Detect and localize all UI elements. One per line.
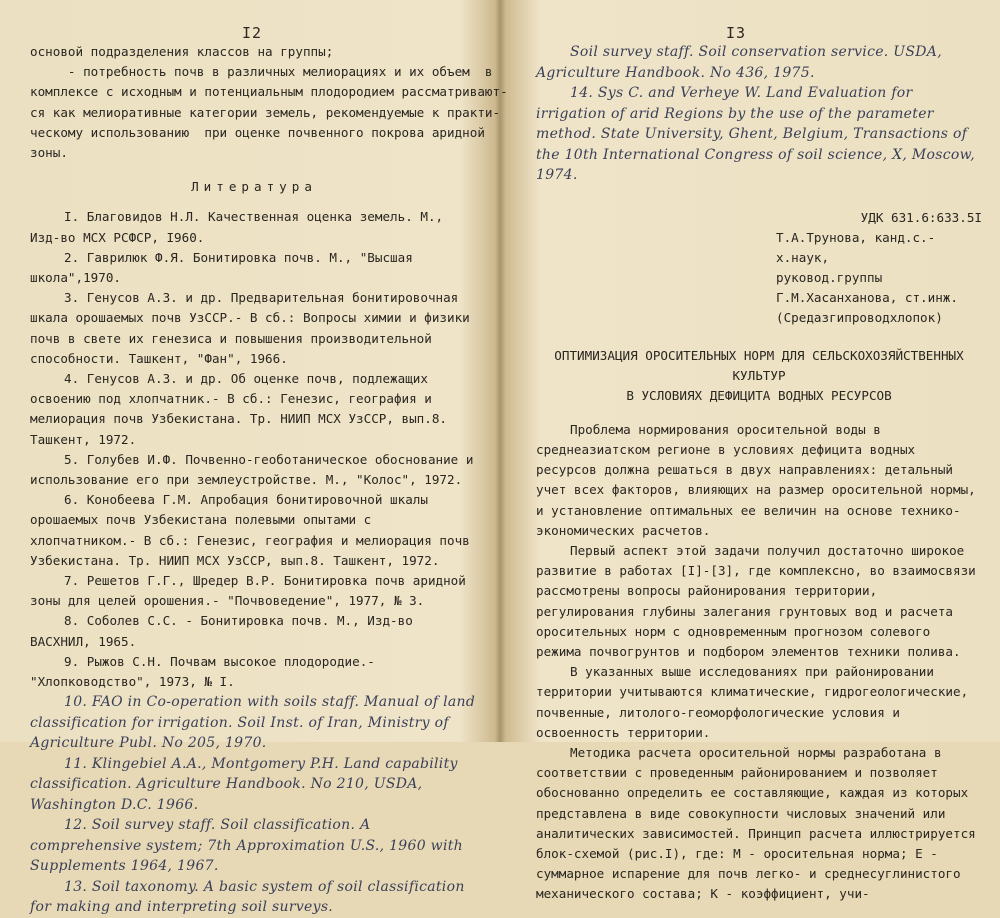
title-line: В УСЛОВИЯХ ДЕФИЦИТА ВОДНЫХ РЕСУРСОВ — [626, 387, 892, 403]
reference: 6. Конобеева Г.М. Апробация бонитировочной шкалы орошаемых почв Узбекистана полевыми опытами с хлопчатником.- В сб.: Генезис, география и мелиорация почв Узбекистана. Тр. НИИП МСХ УзССР, вып.8. Ташкент, 1972. — [30, 492, 470, 568]
reference: 7. Решетов Г.Г., Шредер В.Р. Бонитировка почв аридной зоны для целей орошения.- "Почвоведение", 1977, № 3. — [30, 573, 466, 609]
paragraph: Первый аспект этой задачи получил достаточно широкое развитие в работах [I]-[3], где комплексно, во взаимосвязи рассмотрены вопросы районирования территории, регулирования глубины залегания грунтовых вод и расчета оросительных норм с одновременным прогнозом солевого режима почвогрунтов и подбором элементов техники полива. — [536, 542, 976, 659]
reference: 3. Генусов А.З. и др. Предварительная бонитировочная шкала орошаемых почв УзССР.- В сб.: Вопросы химии и физики почв в свете их генезиса и повышения производительной способности. Ташкент, "Фан", 1966. — [30, 290, 470, 366]
paragraph: В указанных выше исследованиях при районировании территории учитываются климатические, гидрогеологические, почвенные, литолого-геоморфологические условия и освоенность территории. — [536, 664, 969, 740]
reference: 8. Соболев С.С. - Бонитировка почв. М., Изд-во ВАСХНИЛ, 1965. — [30, 613, 413, 649]
right-page-body — [536, 42, 982, 905]
author-line: Г.М.Хасанханова, ст.инж. — [776, 289, 958, 305]
page-number: I3 — [726, 24, 747, 42]
author-line: Т.А.Трунова, канд.с.-х.наук, — [776, 229, 936, 265]
intro-line: - потребность почв в различных мелиорациях и их объем в — [30, 64, 493, 80]
intro-line: ся как мелиоративные категории земель, рекомендуемые к практи- — [30, 104, 501, 120]
handwritten-reference: Soil survey staff. Soil conservation service. USDA, Agriculture Handbook. No 436, 1975. — [536, 44, 942, 81]
paragraph: Методика расчета оросительной нормы разработана в соответствии с проведенным районированием и позволяет обоснованно определить ее составляющие, каждая из которых представлена в виде совокупности числовых значений или аналитических зависимостей. Принцип расчета иллюстрируется блок-схемой (рис.I), где: M - оросительная норма; E - суммарное испарение для почв легко- и среднесуглинистого механического состава; K - коэффициент, учи- — [536, 744, 976, 902]
title-line: ОПТИМИЗАЦИЯ ОРОСИТЕЛЬНЫХ НОРМ ДЛЯ СЕЛЬСКОХОЗЯЙСТВЕННЫХ КУЛЬТУР — [554, 347, 964, 383]
article-title — [536, 346, 982, 406]
reference: 9. Рыжов С.Н. Почвам высокое плодородие.- "Хлопководство", 1973, № I. — [30, 653, 375, 690]
paragraph: Проблема нормирования оросительной воды в среднеазиатском регионе в условиях дефицита водных ресурсов должна решаться в двух направлениях: детальный учет всех факторов, влияющих на размер оросительной нормы, и установление оптимальных ее величин на основе технико-экономических расчетов. — [536, 421, 976, 538]
reference: I. Благовидов Н.Л. Качественная оценка земель. М., Изд-во МСХ РСФСР, I960. — [30, 209, 444, 245]
handwritten-reference: 14. Sys C. and Verheye W. Land Evaluation for irrigation of arid Regions by the use of the parameter method. State University, Ghent, Belgium, Transactions of the 10th International Congress of soil science, X, Moscow, 1974. — [536, 85, 976, 183]
handwritten-reference: 12. Soil survey staff. Soil classification. A comprehensive system; 7th Approximation U.S., 1960 with Supplements 1964, 1967. — [30, 817, 463, 875]
intro-line: основой подразделения классов на группы; — [30, 44, 334, 59]
reference: 2. Гаврилюк Ф.Я. Бонитировка почв. М., "Высшая школа",1970. — [30, 249, 413, 286]
udk-code: УДК 631.6:633.5I — [860, 209, 982, 225]
reference: 5. Голубев И.Ф. Почвенно-геоботаническое обоснование и использование его при землеустройстве. М., "Колос", 1972. — [30, 451, 474, 488]
handwritten-reference: 11. Klingebiel A.A., Montgomery P.H. Land capability classification. Agriculture Handbook. No 210, USDA, Washington D.C. 1966. — [30, 755, 458, 813]
left-page-body — [30, 42, 508, 918]
reference: 4. Генусов А.З. и др. Об оценке почв, подлежащих освоению под хлопчатник.- В сб.: Генезис, география и мелиорация почв Узбекистана. Тр. НИИП МСХ УзССР, вып.8. Ташкент, 1972. — [30, 371, 448, 447]
intro-line: ческому использованию при оценке почвенного покрова аридной — [30, 124, 485, 140]
author-line: руковод.группы — [776, 269, 883, 285]
handwritten-reference: 10. FAO in Co-operation with soils staff. Manual of land classification for irrigation. Soil Inst. of Iran, Ministry of Agriculture Publ. No 205, 1970. — [30, 694, 476, 752]
intro-line: комплексе с исходным и потенциальным плодородием рассматривают- — [30, 84, 508, 100]
authors-block — [776, 228, 982, 328]
handwritten-reference: 13. Soil taxonomy. A basic system of soil classification for making and interpreting soil surveys. — [30, 878, 465, 916]
page-number: I2 — [242, 24, 263, 42]
intro-line: зоны. — [30, 145, 68, 161]
right-page — [508, 0, 1000, 902]
literature-heading: Литература — [191, 179, 317, 195]
author-line: (Средазгипроводхлопок) — [776, 309, 943, 325]
